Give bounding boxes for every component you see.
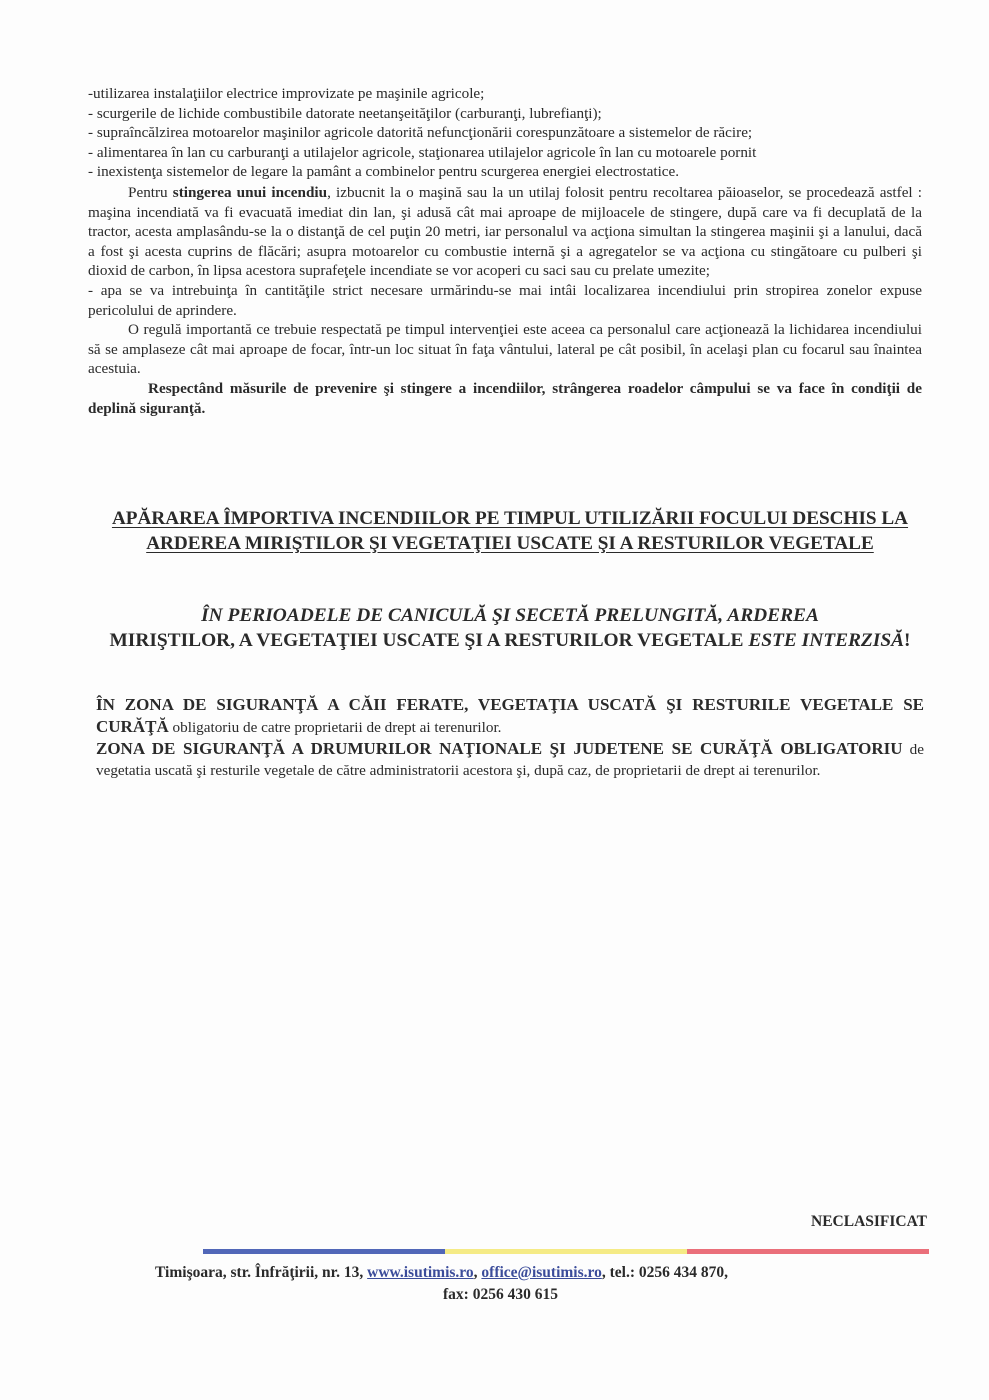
section-title: APĂRAREA ÎMPORTIVA INCENDIILOR PE TIMPUL UTILIZĂRII FOCULUI DESCHIS LA ARDEREA MIRIŞTILOR ŞI VEGETAŢIEI USCATE ŞI A RESTURILOR VEGETALE — [111, 508, 909, 554]
conclusion-paragraph: Respectând măsurile de prevenire şi stingere a incendiilor, strângerea roadelor câmpului se va face în condiţii de deplină siguranţă. — [88, 379, 922, 417]
railway-zone-paragraph: ÎN ZONA DE SIGURANŢĂ A CĂII FERATE, VEGETAŢIA USCATĂ ŞI RESTURILE VEGETALE SE CURĂŢĂ obligatoriu de catre proprietarii de drept ai terenurilor. — [96, 695, 924, 736]
footer-phone: , tel.: 0256 434 870, — [601, 1264, 729, 1281]
footer-address: Timişoara, str. Înfrăţirii, nr. 13, — [155, 1264, 368, 1281]
hazard-item: - scurgerile de lichide combustibile datorate neetanşeităţilor (carburanţi, lubrefianţi); — [88, 104, 602, 122]
rule-paragraph: O regulă importantă ce trebuie respectată pe timpul intervenţiei este aceea ca personalul care acţionează la lichidarea incendiului să se amplaseze cât mai aproape de focar, într-un loc situat în faţa vântului, lateral pe cât posibil, în acelaşi plan cu focarul sau înaintea acestuia. — [88, 321, 922, 378]
water-paragraph: - apa se va intrebuinţa în cantităţile strict necesare urmărindu-se mai intâi localizarea incendiului prin stropirea zonelor expuse pericolului de aprindere. — [88, 281, 922, 319]
hazard-item: - inexistenţa sistemelor de legare la pamânt a combinelor pentru scurgerea energiei electrostatice. — [88, 163, 680, 181]
flag-stripe-blue — [203, 1249, 445, 1254]
website-link[interactable]: www.isutimis.ro — [367, 1264, 474, 1281]
footer-fax: fax: 0256 430 615 — [443, 1286, 558, 1303]
safety-zones — [96, 694, 924, 781]
road-zone-paragraph: ZONA DE SIGURANŢĂ A DRUMURILOR NAŢIONALE ŞI JUDETENE SE CURĂŢĂ OBLIGATORIU de vegetatia uscată şi resturile vegetale de către administratorii acestora şi, după caz, de proprietarii de drept ai terenurilor. — [96, 739, 924, 779]
extinguish-paragraph: Pentru stingerea unui incendiu, izbucnit la o maşină sau la un utilaj folosit pentru recoltarea păioaselor, se procedează astfel : maşina incendiată va fi evacuată imediat din lan, şi adusă cât mai aproape de mijloacele de stingere, după care va fi decuplată de la tractor, acesta amplasându-se la o distanţă de cel puţin 20 metri, iar personalul va acţiona simultan la stingerea maşinii şi a lanului, dacă a fost şi acesta cuprins de flăcări; asupra motoarelor cu combustie internă şi a agregatelor se va acţiona cu stingătoare cu pulberi şi dioxid de carbon, în lipsa acestora suprafeţele incendiate se vor acoperi cu saci sau cu prelate umezite; — [88, 184, 922, 280]
hazard-list — [88, 84, 922, 182]
footer-contact: Timişoara, str. Înfrăţirii, nr. 13, www.isutimis.ro, office@isutimis.ro, tel.: 0256 434 870, fax: 0256 430 615 — [155, 1262, 935, 1306]
warning-heading: ÎN PERIOADELE DE CANICULĂ ŞI SECETĂ PRELUNGITĂ, ARDEREA MIRIŞTILOR, A VEGETAŢIEI USCATE ŞI A RESTURILOR VEGETALE ESTE INTERZISĂ! — [109, 605, 911, 651]
email-link[interactable]: office@isutimis.ro — [481, 1264, 602, 1281]
flag-stripe-red — [687, 1249, 929, 1254]
extinguish-emphasis: stingerea unui incendiu — [172, 184, 328, 201]
classification-label: NECLASIFICAT — [811, 1213, 927, 1230]
extinguish-section — [88, 183, 922, 418]
flag-stripe-yellow — [445, 1249, 687, 1254]
hazard-item: - alimentarea în lan cu carburanţi a utilajelor agricole, staţionarea utilajelor agricole în lan cu motoarele pornit — [88, 143, 757, 161]
hazard-item: -utilizarea instalaţiilor electrice improvizate pe maşinile agricole; — [88, 85, 485, 102]
hazard-item: - supraîncălzirea motoarelor maşinilor agricole datorită nefuncţionării corespunzătoare a sistemelor de răcire; — [88, 124, 753, 142]
